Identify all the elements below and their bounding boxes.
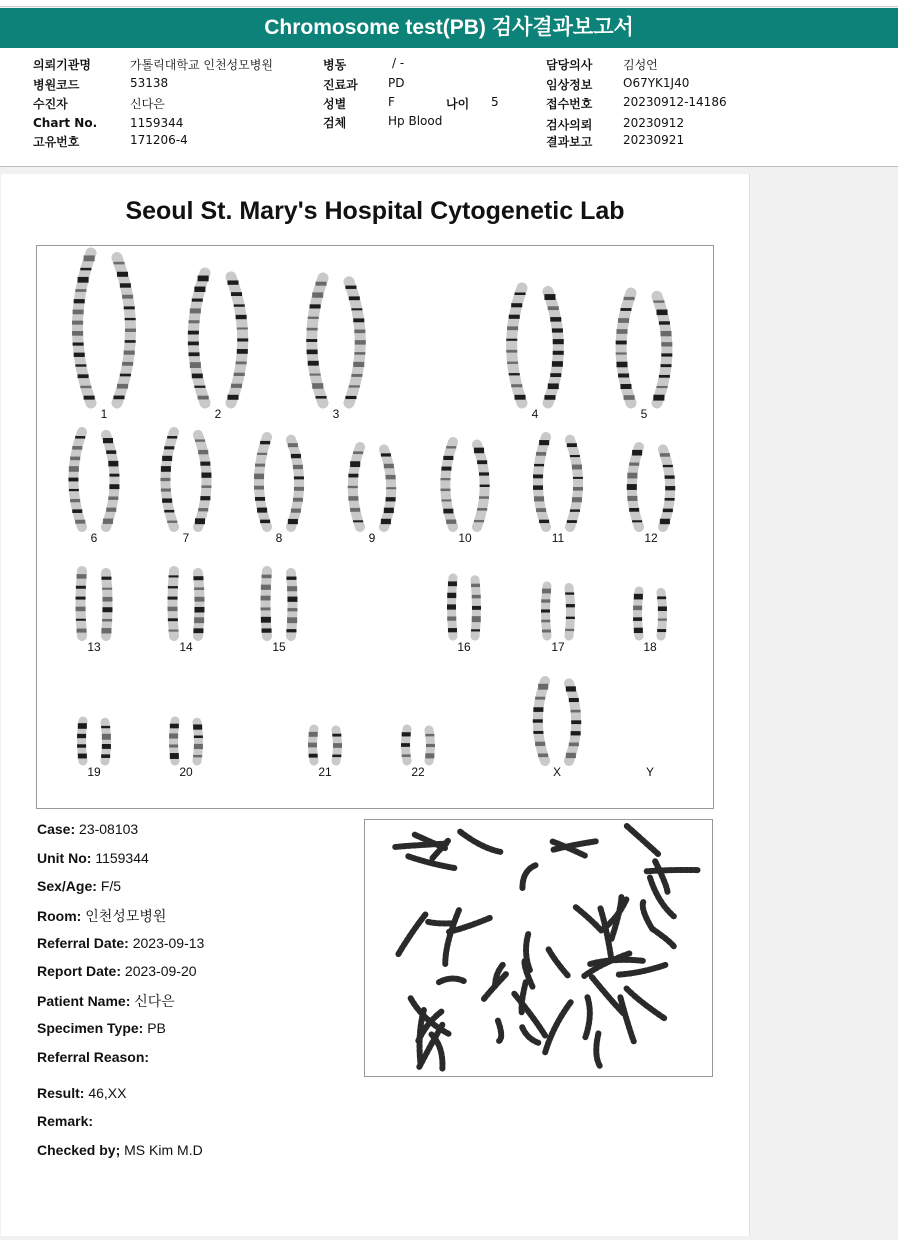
metaphase-chromosome [439,979,464,983]
label-chart-no: Chart No. [33,116,98,130]
chromosome-pair-21 [308,729,342,761]
field-patient-name [37,991,175,1011]
chromosome-pair-1 [72,253,136,403]
metaphase-chromosome [585,997,589,1037]
metaphase-chromosome [526,934,530,970]
metaphase-chromosome [647,870,698,871]
chromosome-label-20: 20 [179,765,193,779]
field-result-label: Result: [37,1085,85,1101]
chromosome-label-X: X [552,765,561,779]
value-physician: 김성언 [623,58,658,72]
chromosome-pair-14 [168,571,205,636]
value-clinical-info: O67YK1J40 [623,76,690,90]
field-unit-no-value: 1159344 [95,850,149,866]
metaphase-chromosome [431,1034,442,1068]
chromosome-pair-2 [188,273,248,403]
value-receipt-no: 20230912-14186 [623,95,727,109]
chromosome-label-21: 21 [318,765,332,779]
field-report-date-label: Report Date: [37,963,122,979]
chromosome-label-2: 2 [214,407,222,421]
chromosome-pair-5 [616,293,673,403]
karyotype-figure [36,245,714,809]
metaphase-chromosome [627,826,658,854]
label-age: 나이 [446,97,470,111]
field-result [37,1085,126,1101]
metaphase-chromosome-images [365,820,712,1076]
metaphase-chromosome [620,997,633,1041]
field-unit-no [37,850,149,866]
chromosome-label-11: 11 [551,531,565,545]
chromosome-label-10: 10 [458,531,472,545]
value-result-report: 20230921 [623,133,685,147]
field-unit-no-label: Unit No: [37,850,92,866]
value-patient: 신다은 [130,97,165,111]
value-age: 5 [491,95,499,109]
chromosome-label-Y: Y [645,765,654,779]
chromosome-pair-6 [68,432,119,527]
chromosome-pair-20 [169,721,203,761]
chromosome-pair-19 [77,721,111,761]
chromosome-label-19: 19 [87,765,101,779]
lab-title: Seoul St. Mary's Hospital Cytogenetic Lab [125,197,625,225]
field-report-date-value: 2023-09-20 [124,963,197,979]
chromosome-pair-15 [261,571,298,636]
chromosome-pair-10 [440,442,489,527]
metaphase-chromosome [445,910,459,964]
chromosome-pair-13 [76,571,113,636]
karyotype-chromosome-images [37,246,713,808]
value-chart-no: 1159344 [130,116,184,130]
field-patient-name-label: Patient Name: [37,993,131,1009]
value-hospital-code: 53138 [130,76,169,90]
label-result-report: 결과보고 [546,135,593,149]
chromosome-pair-16 [447,578,481,636]
metaphase-chromosome [428,922,453,924]
chromosome-label-1: 1 [100,407,108,421]
chromosome-label-9: 9 [368,531,376,545]
field-referral-reason [37,1049,149,1065]
field-remark [37,1113,93,1129]
field-result-value: 46,XX [88,1085,127,1101]
label-physician: 담당의사 [546,58,593,72]
chromosome-pair-11 [533,437,583,527]
metaphase-chromosome [522,1027,538,1043]
chromosome-label-16: 16 [457,640,471,654]
chromosome-label-12: 12 [644,531,658,545]
metaphase-chromosome [596,1033,600,1066]
field-checked-by [37,1142,203,1158]
metaphase-chromosome [643,902,651,927]
field-report-date [37,963,197,979]
chromosome-pair-8 [254,437,304,527]
field-referral-reason-label: Referral Reason: [37,1049,150,1065]
field-referral-date-label: Referral Date: [37,935,129,951]
value-unique-no: 171206-4 [130,133,188,147]
label-test-request: 검사의뢰 [546,118,593,132]
chromosome-pair-17 [541,586,575,636]
value-department: PD [388,76,405,90]
chromosome-pair-22 [401,729,435,761]
metaphase-spread-figure [364,819,713,1077]
chromosome-label-17: 17 [551,640,565,654]
metaphase-chromosome [655,861,667,892]
field-room-label: Room: [37,908,82,924]
chromosome-pair-18 [633,591,667,636]
label-receipt-no: 접수번호 [546,97,593,111]
label-specimen: 검체 [323,116,347,130]
chromosome-pair-7 [160,432,211,527]
field-referral-date [37,935,204,951]
field-room-value: 인천성모병원 [85,908,167,924]
chromosome-label-8: 8 [275,531,283,545]
chromosome-label-14: 14 [179,640,193,654]
chromosome-label-18: 18 [643,640,657,654]
field-case [37,821,138,837]
field-sex-age-label: Sex/Age: [37,878,97,894]
label-requesting-institution: 의뢰기관명 [33,58,91,72]
field-specimen-type-label: Specimen Type: [37,1020,144,1036]
field-specimen-type [37,1020,166,1036]
metaphase-chromosome [460,832,500,852]
field-sex-age [37,878,121,894]
metaphase-chromosome [398,914,426,955]
metaphase-chromosome [652,929,674,947]
value-specimen: Hp Blood [388,114,443,128]
metaphase-chromosome [576,907,600,929]
field-case-label: Case: [37,821,76,837]
chromosome-label-6: 6 [90,531,98,545]
metaphase-chromosome [600,908,611,959]
metaphase-chromosome [549,949,568,975]
metaphase-chromosome [498,1021,501,1041]
chromosome-label-3: 3 [332,407,340,421]
chromosome-pair-9 [348,447,396,527]
label-patient: 수진자 [33,97,68,111]
value-test-request: 20230912 [623,116,685,130]
window-top-edge [0,0,898,7]
header-panel [0,48,898,167]
label-ward: 병동 [323,58,347,72]
field-room [37,906,166,926]
field-checked-by-value: MS Kim M.D [124,1142,203,1158]
chromosome-label-4: 4 [531,407,539,421]
field-specimen-type-value: PB [147,1020,166,1036]
value-ward: / - [392,56,405,70]
chromosome-label-15: 15 [272,640,286,654]
label-department: 진료과 [323,78,358,92]
chromosome-label-13: 13 [87,640,101,654]
field-patient-name-value: 신다은 [134,993,175,1009]
field-case-value: 23-08103 [79,821,139,837]
metaphase-chromosome [545,1002,570,1052]
chromosome-label-5: 5 [640,407,648,421]
label-unique-no: 고유번호 [33,135,80,149]
chromosome-label-22: 22 [411,765,425,779]
value-sex: F [388,95,395,109]
chromosome-pair-12 [627,447,675,527]
field-remark-label: Remark: [37,1113,94,1129]
report-banner: Chromosome test(PB) 검사결과보고서 [0,8,898,48]
chromosome-label-7: 7 [182,531,190,545]
metaphase-chromosome [522,865,535,889]
value-requesting-institution: 가톨릭대학교 인천성모병원 [130,58,273,72]
field-referral-date-value: 2023-09-13 [132,935,205,951]
metaphase-chromosome [619,965,666,975]
label-sex: 성별 [323,97,347,111]
field-checked-by-label: Checked by; [37,1142,121,1158]
chromosome-pair-4 [506,288,563,403]
label-clinical-info: 임상정보 [546,78,593,92]
metaphase-chromosome [627,988,665,1018]
chromosome-pair-3 [306,278,366,403]
field-sex-age-value: F/5 [100,878,122,894]
chromosome-pair-X [533,681,581,761]
metaphase-chromosome [514,994,545,1036]
label-hospital-code: 병원코드 [33,78,80,92]
